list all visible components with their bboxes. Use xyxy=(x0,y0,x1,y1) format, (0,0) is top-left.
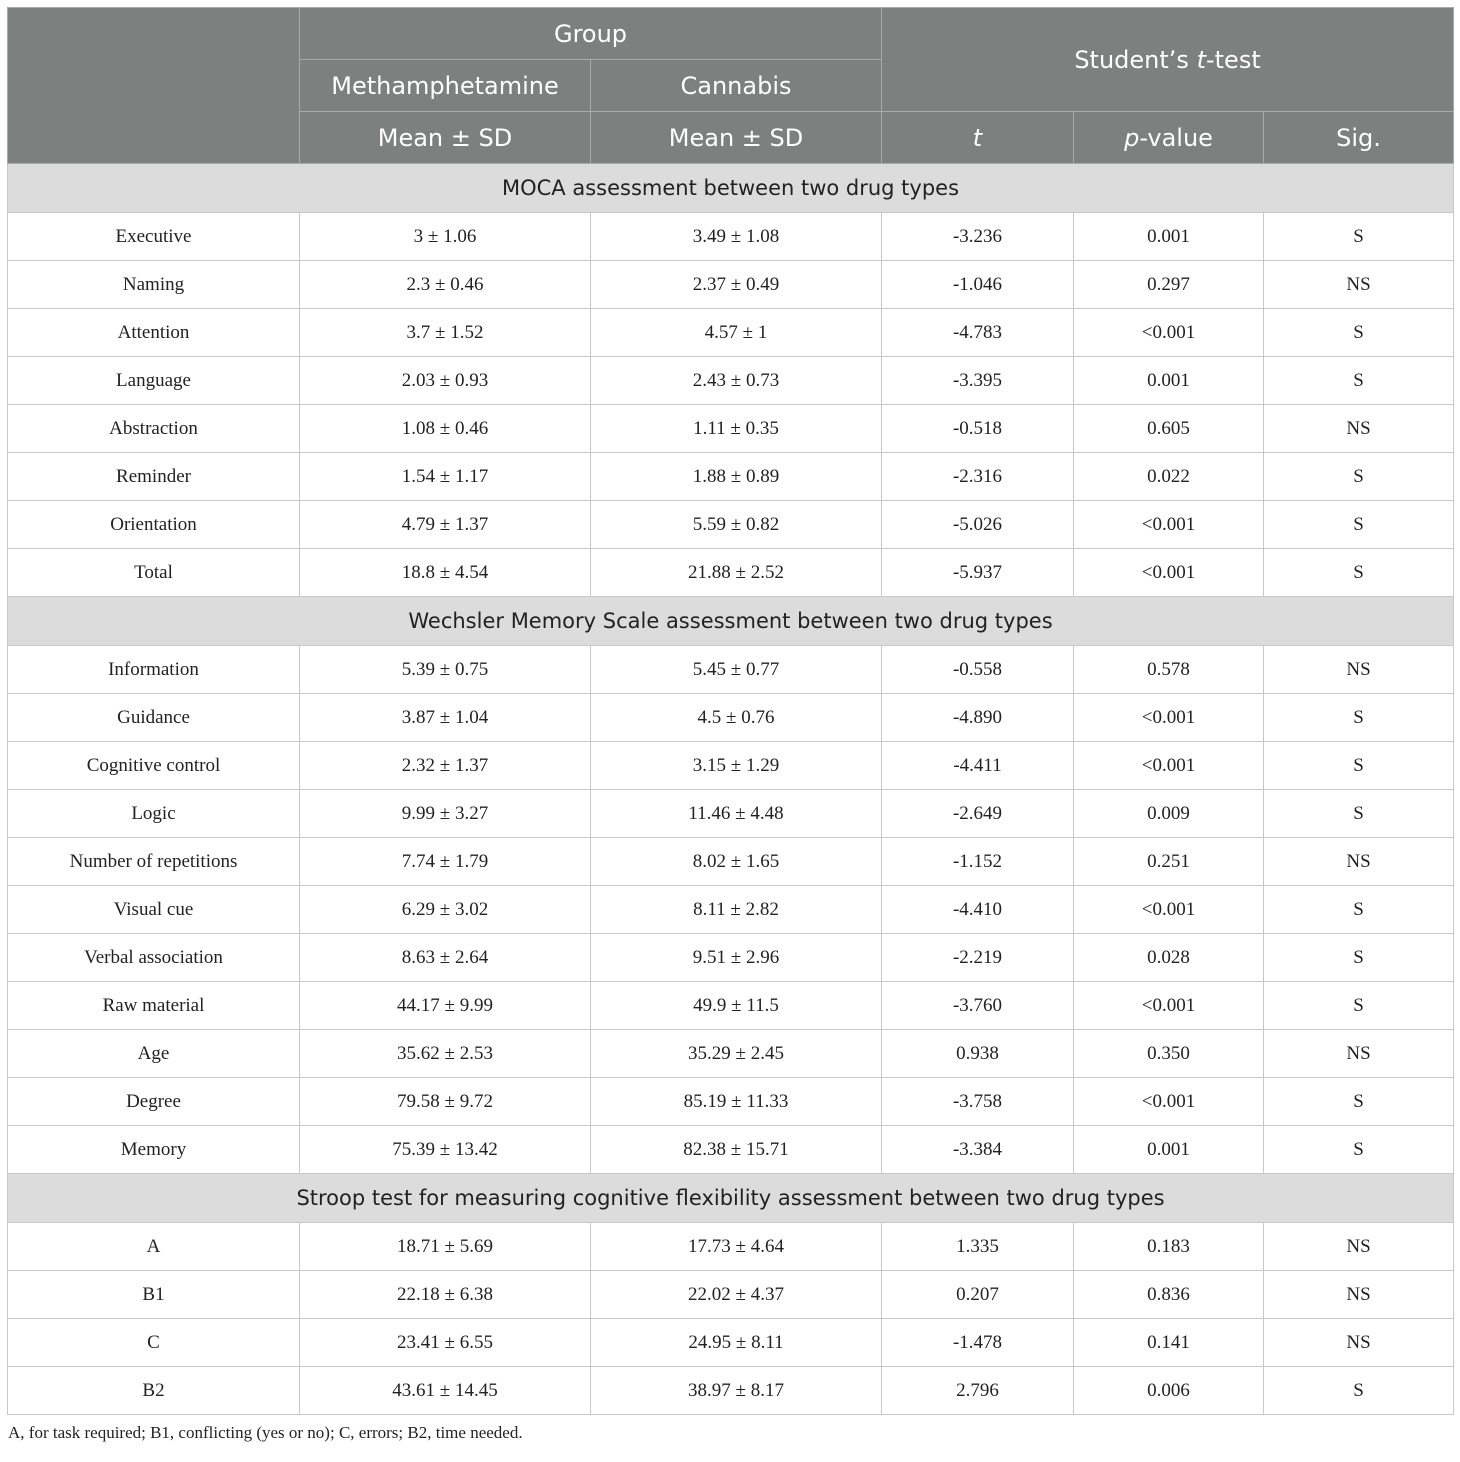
cell-label: Guidance xyxy=(8,694,300,742)
cell-p: 0.022 xyxy=(1074,453,1264,501)
cell-t: -5.937 xyxy=(882,549,1074,597)
cell-sig: NS xyxy=(1264,261,1454,309)
cell-t: -4.890 xyxy=(882,694,1074,742)
cell-t: -2.316 xyxy=(882,453,1074,501)
header-ttest: Student’s t-test xyxy=(882,8,1454,112)
cell-sig: S xyxy=(1264,501,1454,549)
cell-label: Visual cue xyxy=(8,886,300,934)
cell-sig: S xyxy=(1264,694,1454,742)
cell-t: -3.384 xyxy=(882,1126,1074,1174)
table-row xyxy=(8,1367,1454,1415)
header-meth-meansd: Mean ± SD xyxy=(300,112,591,164)
table-row xyxy=(8,213,1454,261)
cell-cann: 4.5 ± 0.76 xyxy=(591,694,882,742)
table-row xyxy=(8,405,1454,453)
cell-label: Raw material xyxy=(8,982,300,1030)
cell-t: -4.783 xyxy=(882,309,1074,357)
table-row xyxy=(8,838,1454,886)
cell-p: <0.001 xyxy=(1074,549,1264,597)
cell-cann: 3.15 ± 1.29 xyxy=(591,742,882,790)
table-row xyxy=(8,934,1454,982)
cell-meth: 2.3 ± 0.46 xyxy=(300,261,591,309)
cell-label: Age xyxy=(8,1030,300,1078)
cell-t: -1.046 xyxy=(882,261,1074,309)
cell-p: 0.009 xyxy=(1074,790,1264,838)
cell-label: Memory xyxy=(8,1126,300,1174)
cell-t: 1.335 xyxy=(882,1223,1074,1271)
cell-cann: 1.88 ± 0.89 xyxy=(591,453,882,501)
cell-label: Naming xyxy=(8,261,300,309)
cell-p: <0.001 xyxy=(1074,501,1264,549)
cell-label: Verbal association xyxy=(8,934,300,982)
cell-sig: S xyxy=(1264,790,1454,838)
cell-p: <0.001 xyxy=(1074,982,1264,1030)
section-title: MOCA assessment between two drug types xyxy=(8,164,1454,213)
cell-t: -3.395 xyxy=(882,357,1074,405)
table-row xyxy=(8,1319,1454,1367)
cell-t: -4.411 xyxy=(882,742,1074,790)
cell-p: 0.006 xyxy=(1074,1367,1264,1415)
cell-meth: 35.62 ± 2.53 xyxy=(300,1030,591,1078)
table-row xyxy=(8,694,1454,742)
cell-t: -0.558 xyxy=(882,646,1074,694)
table-row xyxy=(8,309,1454,357)
cell-label: A xyxy=(8,1223,300,1271)
data-table xyxy=(7,7,1454,1415)
cell-p: 0.297 xyxy=(1074,261,1264,309)
cell-label: Number of repetitions xyxy=(8,838,300,886)
cell-cann: 2.37 ± 0.49 xyxy=(591,261,882,309)
table-row xyxy=(8,1126,1454,1174)
section-title: Wechsler Memory Scale assessment between two drug types xyxy=(8,597,1454,646)
cell-cann: 2.43 ± 0.73 xyxy=(591,357,882,405)
table-row xyxy=(8,501,1454,549)
table-row xyxy=(8,1223,1454,1271)
cell-cann: 17.73 ± 4.64 xyxy=(591,1223,882,1271)
cell-meth: 18.8 ± 4.54 xyxy=(300,549,591,597)
section-row xyxy=(8,164,1454,213)
cell-meth: 3.7 ± 1.52 xyxy=(300,309,591,357)
header-meth: Methamphetamine xyxy=(300,60,591,112)
cell-p: 0.836 xyxy=(1074,1271,1264,1319)
cell-meth: 1.08 ± 0.46 xyxy=(300,405,591,453)
cell-label: Logic xyxy=(8,790,300,838)
cell-t: 0.938 xyxy=(882,1030,1074,1078)
cell-meth: 18.71 ± 5.69 xyxy=(300,1223,591,1271)
cell-t: -1.152 xyxy=(882,838,1074,886)
table-header xyxy=(8,8,1454,164)
cell-t: -3.236 xyxy=(882,213,1074,261)
cell-sig: S xyxy=(1264,742,1454,790)
section-title: Stroop test for measuring cognitive flexibility assessment between two drug types xyxy=(8,1174,1454,1223)
section-row xyxy=(8,1174,1454,1223)
cell-cann: 82.38 ± 15.71 xyxy=(591,1126,882,1174)
cell-sig: S xyxy=(1264,934,1454,982)
cell-meth: 79.58 ± 9.72 xyxy=(300,1078,591,1126)
cell-sig: S xyxy=(1264,1078,1454,1126)
header-t: t xyxy=(882,112,1074,164)
cell-p: 0.605 xyxy=(1074,405,1264,453)
cell-meth: 4.79 ± 1.37 xyxy=(300,501,591,549)
table-row xyxy=(8,1271,1454,1319)
cell-meth: 8.63 ± 2.64 xyxy=(300,934,591,982)
cell-sig: S xyxy=(1264,886,1454,934)
cell-meth: 3 ± 1.06 xyxy=(300,213,591,261)
table-row xyxy=(8,646,1454,694)
cell-sig: S xyxy=(1264,549,1454,597)
section-row xyxy=(8,597,1454,646)
cell-label: B1 xyxy=(8,1271,300,1319)
table-row xyxy=(8,549,1454,597)
cell-t: 0.207 xyxy=(882,1271,1074,1319)
cell-p: 0.141 xyxy=(1074,1319,1264,1367)
cell-meth: 43.61 ± 14.45 xyxy=(300,1367,591,1415)
cell-t: -2.649 xyxy=(882,790,1074,838)
cell-label: Language xyxy=(8,357,300,405)
cell-p: 0.578 xyxy=(1074,646,1264,694)
cell-sig: NS xyxy=(1264,646,1454,694)
cell-sig: NS xyxy=(1264,838,1454,886)
header-group: Group xyxy=(300,8,882,60)
cell-sig: NS xyxy=(1264,1030,1454,1078)
cell-meth: 23.41 ± 6.55 xyxy=(300,1319,591,1367)
cell-t: -5.026 xyxy=(882,501,1074,549)
cell-label: B2 xyxy=(8,1367,300,1415)
cell-sig: S xyxy=(1264,1126,1454,1174)
cell-t: 2.796 xyxy=(882,1367,1074,1415)
cell-label: Cognitive control xyxy=(8,742,300,790)
cell-label: C xyxy=(8,1319,300,1367)
cell-p: <0.001 xyxy=(1074,1078,1264,1126)
cell-label: Abstraction xyxy=(8,405,300,453)
cell-sig: NS xyxy=(1264,405,1454,453)
cell-cann: 85.19 ± 11.33 xyxy=(591,1078,882,1126)
cell-t: -4.410 xyxy=(882,886,1074,934)
cell-cann: 35.29 ± 2.45 xyxy=(591,1030,882,1078)
cell-sig: NS xyxy=(1264,1271,1454,1319)
cell-sig: NS xyxy=(1264,1223,1454,1271)
header-blank xyxy=(8,8,300,164)
cell-cann: 5.45 ± 0.77 xyxy=(591,646,882,694)
cell-cann: 1.11 ± 0.35 xyxy=(591,405,882,453)
cell-label: Orientation xyxy=(8,501,300,549)
cell-label: Degree xyxy=(8,1078,300,1126)
table-row xyxy=(8,742,1454,790)
cell-t: -0.518 xyxy=(882,405,1074,453)
cell-t: -1.478 xyxy=(882,1319,1074,1367)
cell-p: <0.001 xyxy=(1074,309,1264,357)
cell-sig: S xyxy=(1264,1367,1454,1415)
cell-sig: S xyxy=(1264,357,1454,405)
cell-p: 0.183 xyxy=(1074,1223,1264,1271)
cell-p: <0.001 xyxy=(1074,742,1264,790)
header-sig: Sig. xyxy=(1264,112,1454,164)
table-row xyxy=(8,1078,1454,1126)
table-container xyxy=(7,7,1453,1443)
cell-cann: 3.49 ± 1.08 xyxy=(591,213,882,261)
table-row xyxy=(8,982,1454,1030)
cell-cann: 21.88 ± 2.52 xyxy=(591,549,882,597)
cell-cann: 8.11 ± 2.82 xyxy=(591,886,882,934)
cell-sig: S xyxy=(1264,982,1454,1030)
cell-sig: NS xyxy=(1264,1319,1454,1367)
cell-meth: 5.39 ± 0.75 xyxy=(300,646,591,694)
cell-cann: 49.9 ± 11.5 xyxy=(591,982,882,1030)
cell-meth: 1.54 ± 1.17 xyxy=(300,453,591,501)
cell-sig: S xyxy=(1264,453,1454,501)
cell-meth: 44.17 ± 9.99 xyxy=(300,982,591,1030)
table-row xyxy=(8,453,1454,501)
cell-cann: 38.97 ± 8.17 xyxy=(591,1367,882,1415)
cell-cann: 22.02 ± 4.37 xyxy=(591,1271,882,1319)
cell-cann: 24.95 ± 8.11 xyxy=(591,1319,882,1367)
cell-p: 0.001 xyxy=(1074,213,1264,261)
cell-label: Executive xyxy=(8,213,300,261)
table-body xyxy=(8,164,1454,1415)
cell-t: -3.758 xyxy=(882,1078,1074,1126)
table-row xyxy=(8,261,1454,309)
table-row xyxy=(8,1030,1454,1078)
cell-meth: 75.39 ± 13.42 xyxy=(300,1126,591,1174)
cell-p: 0.251 xyxy=(1074,838,1264,886)
cell-p: 0.028 xyxy=(1074,934,1264,982)
cell-meth: 22.18 ± 6.38 xyxy=(300,1271,591,1319)
cell-sig: S xyxy=(1264,213,1454,261)
cell-label: Reminder xyxy=(8,453,300,501)
cell-meth: 2.32 ± 1.37 xyxy=(300,742,591,790)
table-row xyxy=(8,357,1454,405)
header-pvalue: p-value xyxy=(1074,112,1264,164)
cell-cann: 9.51 ± 2.96 xyxy=(591,934,882,982)
cell-p: <0.001 xyxy=(1074,694,1264,742)
cell-p: 0.350 xyxy=(1074,1030,1264,1078)
cell-p: <0.001 xyxy=(1074,886,1264,934)
cell-cann: 11.46 ± 4.48 xyxy=(591,790,882,838)
cell-p: 0.001 xyxy=(1074,357,1264,405)
cell-cann: 8.02 ± 1.65 xyxy=(591,838,882,886)
cell-cann: 5.59 ± 0.82 xyxy=(591,501,882,549)
cell-meth: 7.74 ± 1.79 xyxy=(300,838,591,886)
cell-label: Information xyxy=(8,646,300,694)
table-row xyxy=(8,790,1454,838)
cell-meth: 2.03 ± 0.93 xyxy=(300,357,591,405)
cell-sig: S xyxy=(1264,309,1454,357)
table-footnote: A, for task required; B1, conflicting (yes or no); C, errors; B2, time needed. xyxy=(8,1423,523,1442)
cell-cann: 4.57 ± 1 xyxy=(591,309,882,357)
table-row xyxy=(8,886,1454,934)
cell-t: -2.219 xyxy=(882,934,1074,982)
header-cann: Cannabis xyxy=(591,60,882,112)
cell-p: 0.001 xyxy=(1074,1126,1264,1174)
cell-meth: 9.99 ± 3.27 xyxy=(300,790,591,838)
header-cann-meansd: Mean ± SD xyxy=(591,112,882,164)
cell-label: Attention xyxy=(8,309,300,357)
cell-label: Total xyxy=(8,549,300,597)
cell-meth: 3.87 ± 1.04 xyxy=(300,694,591,742)
cell-t: -3.760 xyxy=(882,982,1074,1030)
cell-meth: 6.29 ± 3.02 xyxy=(300,886,591,934)
